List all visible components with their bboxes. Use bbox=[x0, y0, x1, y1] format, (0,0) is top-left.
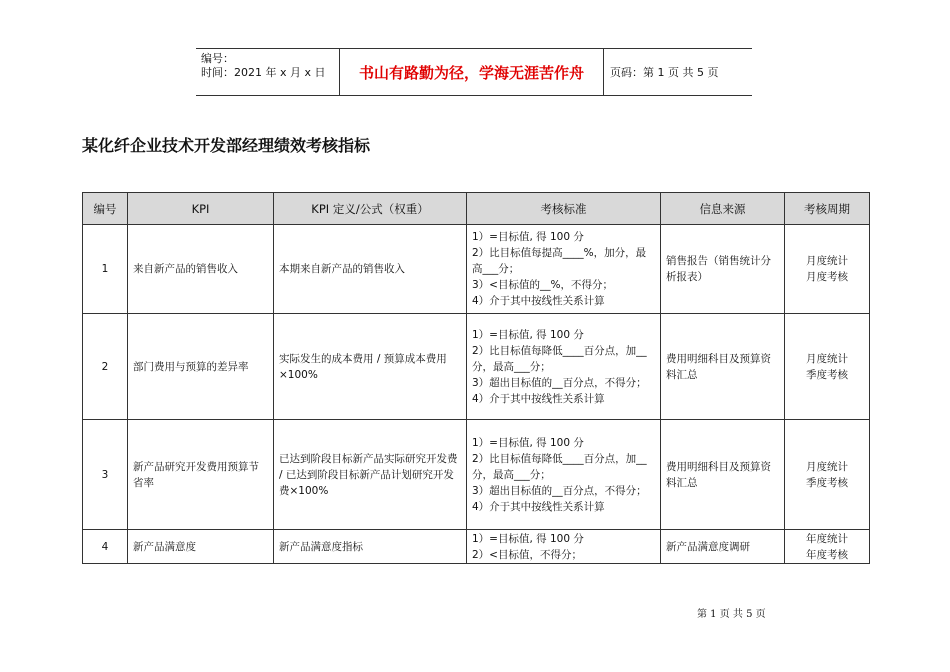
period-review: 季度考核 bbox=[806, 368, 848, 381]
criteria-line: 1）=目标值, 得 100 分 bbox=[472, 231, 584, 243]
criteria-line: 1）=目标值, 得 100 分 bbox=[472, 532, 584, 545]
col-header-num: 编号 bbox=[83, 193, 128, 225]
table-row bbox=[83, 420, 870, 530]
criteria-line: 4）介于其中按线性关系计算 bbox=[472, 500, 605, 513]
date-label: 时间：2021 年 x 月 x 日 bbox=[201, 66, 326, 79]
page-footer: 第 1 页 共 5 页 bbox=[697, 609, 766, 620]
cell-kpi: 新产品研究开发费用预算节省率 bbox=[128, 420, 274, 530]
kpi-table bbox=[82, 192, 870, 564]
criteria-line: 1）=目标值, 得 100 分 bbox=[472, 436, 584, 449]
criteria-line: 4）介于其中按线性关系计算 bbox=[472, 295, 605, 307]
cell-source: 新产品满意度调研 bbox=[661, 530, 785, 564]
document-title: 某化纤企业技术开发部经理绩效考核指标 bbox=[82, 136, 371, 155]
period-review: 年度考核 bbox=[806, 548, 848, 561]
col-header-kpi: KPI bbox=[128, 193, 274, 225]
header-motto: 书山有路勤为径，学海无涯苦作舟 bbox=[339, 49, 604, 95]
period-review: 季度考核 bbox=[806, 476, 848, 489]
cell-definition: 新产品满意度指标 bbox=[274, 530, 467, 564]
cell-criteria bbox=[467, 420, 661, 530]
criteria-line: 3）<目标值的__%，不得分； bbox=[472, 279, 613, 291]
criteria-line: 4）介于其中按线性关系计算 bbox=[472, 392, 605, 405]
table-row bbox=[83, 314, 870, 420]
criteria-line: 3）超出目标值的__百分点，不得分； bbox=[472, 484, 647, 497]
period-stat: 月度统计 bbox=[806, 255, 848, 267]
header-meta bbox=[196, 49, 339, 95]
cell-criteria bbox=[467, 314, 661, 420]
cell-criteria bbox=[467, 225, 661, 314]
col-header-definition: KPI 定义/公式（权重） bbox=[274, 193, 467, 225]
table-header-row bbox=[83, 193, 870, 225]
col-header-criteria: 考核标准 bbox=[467, 193, 661, 225]
period-stat: 月度统计 bbox=[806, 460, 848, 473]
cell-num: 4 bbox=[83, 530, 128, 564]
cell-kpi: 来自新产品的销售收入 bbox=[128, 225, 274, 314]
cell-period bbox=[785, 420, 870, 530]
cell-definition: 已达到阶段目标新产品实际研究开发费 / 已达到阶段目标新产品计划研究开发费×100% bbox=[274, 420, 467, 530]
cell-period bbox=[785, 530, 870, 564]
cell-criteria bbox=[467, 530, 661, 564]
cell-num: 1 bbox=[83, 225, 128, 314]
period-stat: 月度统计 bbox=[806, 352, 848, 365]
criteria-line: 2）比目标值每提高____%，加分，最高___分； bbox=[472, 247, 647, 275]
cell-period bbox=[785, 225, 870, 314]
cell-source: 销售报告（销售统计分析报表） bbox=[661, 225, 785, 314]
cell-kpi: 部门费用与预算的差异率 bbox=[128, 314, 274, 420]
code-label: 编号： bbox=[201, 52, 234, 65]
table-row bbox=[83, 225, 870, 314]
page-header bbox=[196, 48, 752, 96]
cell-definition: 本期来自新产品的销售收入 bbox=[274, 225, 467, 314]
criteria-line: 1）=目标值, 得 100 分 bbox=[472, 328, 584, 341]
table-row bbox=[83, 530, 870, 564]
cell-period bbox=[785, 314, 870, 420]
criteria-line: 2）<目标值，不得分； bbox=[472, 548, 582, 561]
cell-kpi: 新产品满意度 bbox=[128, 530, 274, 564]
header-page-label: 页码：第 1 页 共 5 页 bbox=[610, 66, 719, 79]
cell-num: 2 bbox=[83, 314, 128, 420]
period-review: 月度考核 bbox=[806, 271, 848, 283]
col-header-period: 考核周期 bbox=[785, 193, 870, 225]
cell-definition: 实际发生的成本费用 / 预算成本费用×100% bbox=[274, 314, 467, 420]
cell-source: 费用明细科目及预算资料汇总 bbox=[661, 420, 785, 530]
cell-source: 费用明细科目及预算资料汇总 bbox=[661, 314, 785, 420]
criteria-line: 2）比目标值每降低____百分点，加__分，最高___分； bbox=[472, 344, 647, 373]
col-header-source: 信息来源 bbox=[661, 193, 785, 225]
criteria-line: 2）比目标值每降低____百分点，加__分，最高___分； bbox=[472, 452, 647, 481]
cell-num: 3 bbox=[83, 420, 128, 530]
criteria-line: 3）超出目标值的__百分点，不得分； bbox=[472, 376, 647, 389]
period-stat: 年度统计 bbox=[806, 532, 848, 545]
